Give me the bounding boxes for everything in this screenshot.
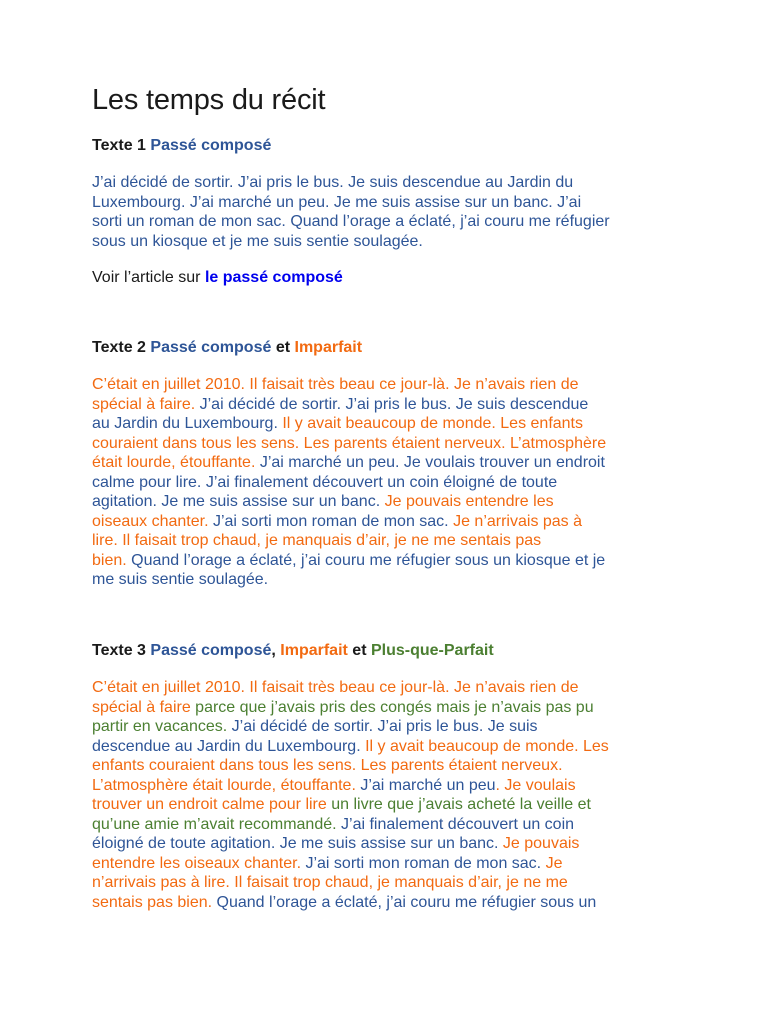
imparfait-text: entendre les oiseaux chanter.	[92, 854, 302, 872]
text-line	[92, 815, 692, 835]
imparfait-text: sentais pas bien.	[92, 893, 213, 911]
texte3-heading	[92, 642, 494, 660]
texte3-paragraph	[92, 678, 692, 912]
text-line	[92, 756, 692, 776]
text-line	[92, 698, 692, 718]
text-line	[92, 193, 692, 213]
text-line	[92, 375, 692, 395]
imparfait-text: Il y avait beaucoup de monde. Les	[360, 737, 609, 755]
imparfait-text: enfants couraient dans tous les sens. Les parents étaient nerveux.	[92, 757, 563, 774]
tense-label-passe-compose: Passé composé	[150, 339, 272, 356]
heading-conjunction: et	[352, 642, 367, 659]
text-line	[92, 776, 692, 796]
imparfait-text: Je	[545, 854, 563, 872]
text-line	[92, 414, 692, 434]
text-line	[92, 434, 692, 454]
passe-compose-text: J’ai sorti mon roman de mon sac.	[301, 854, 546, 872]
text-line	[92, 737, 692, 757]
texte1-heading	[92, 137, 271, 155]
passe-compose-text: Quand l’orage a éclaté, j’ai couru me réfugier sous un kiosque et je	[126, 551, 606, 569]
texte2-paragraph	[92, 375, 692, 590]
passe-compose-text: descendue au Jardin du Luxembourg.	[92, 737, 361, 755]
plus-que-parfait-text: partir en vacances.	[92, 718, 228, 735]
page-title: Les temps du récit	[92, 84, 326, 116]
texte2-label: Texte 2	[92, 339, 146, 356]
passe-compose-text: sous un kiosque et je me suis sentie soulagée.	[92, 232, 423, 250]
text-line	[92, 795, 692, 815]
heading-conjunction: et	[275, 339, 291, 356]
passe-compose-text: me suis sentie soulagée.	[92, 571, 269, 588]
text-line	[92, 512, 692, 532]
passe-compose-text: sorti un roman de mon sac. Quand l’orage a éclaté, j’ai couru me réfugier	[92, 213, 610, 230]
passe-compose-text: J’ai sorti mon roman de mon sac.	[208, 512, 454, 530]
plus-que-parfait-text: qu’une amie m’avait recommandé.	[92, 815, 337, 833]
text-line	[92, 531, 692, 551]
imparfait-text: couraient dans tous les sens. Les parents étaient nerveux. L’atmosphère	[92, 434, 607, 452]
voir-article-prefix: Voir l’article sur	[92, 269, 201, 286]
text-line	[92, 212, 692, 232]
imparfait-text: . Je voulais	[495, 776, 576, 794]
text-line	[92, 492, 692, 512]
imparfait-text: oiseaux chanter.	[92, 512, 209, 530]
text-line	[92, 232, 692, 252]
text-line	[92, 854, 692, 874]
imparfait-text: spécial à faire	[92, 698, 191, 716]
passe-compose-text: J’ai finalement découvert un coin	[336, 815, 575, 833]
text-line	[92, 678, 692, 698]
passe-compose-text: J’ai marché un peu	[355, 776, 496, 794]
tense-label-passe-compose: Passé composé	[150, 642, 272, 659]
texte2-heading	[92, 339, 362, 357]
texte1-label: Texte 1	[92, 137, 146, 154]
imparfait-text: Je pouvais entendre les	[380, 493, 554, 510]
passe-compose-text: éloigné de toute agitation. Je me suis assise sur un banc.	[92, 835, 499, 852]
passe-compose-text: calme pour lire. J’ai finalement découvert un coin éloigné de toute	[92, 473, 558, 491]
text-line	[92, 893, 692, 913]
passe-compose-text: Quand l’orage a éclaté, j’ai couru me réfugier sous un	[212, 893, 597, 911]
imparfait-text: trouver un endroit calme pour lire	[92, 796, 327, 813]
imparfait-text: lire. Il faisait trop chaud, je manquais d’air, je ne me sentais pas	[92, 532, 542, 549]
passe-compose-text: Luxembourg. J’ai marché un peu. Je me suis assise sur un banc. J’ai	[92, 193, 582, 211]
passe-compose-text: au Jardin du Luxembourg.	[92, 415, 278, 432]
heading-comma: ,	[271, 642, 276, 659]
passe-compose-text: J’ai décidé de sortir. J’ai pris le bus. Je suis descendue au Jardin du	[92, 174, 574, 191]
plus-que-parfait-text: un livre que j’avais acheté la veille et	[326, 796, 591, 813]
imparfait-text: C’était en juillet 2010. Il faisait très beau ce jour-là. Je n’avais rien de	[92, 376, 579, 393]
imparfait-text: C’était en juillet 2010. Il faisait très beau ce jour-là. Je n’avais rien de	[92, 679, 579, 696]
passe-compose-text: J’ai décidé de sortir. J’ai pris le bus. Je suis descendue	[195, 395, 589, 413]
text-line	[92, 395, 692, 415]
tense-label-imparfait: Imparfait	[280, 642, 348, 659]
plus-que-parfait-text: parce que j’avais pris des congés mais je n’avais pas pu	[190, 698, 594, 716]
imparfait-text: était lourde, étouffante.	[92, 454, 256, 471]
tense-label-imparfait: Imparfait	[294, 339, 363, 356]
passe-compose-text: J’ai marché un peu. Je voulais trouver un endroit	[255, 454, 605, 471]
imparfait-text: bien.	[92, 551, 127, 569]
text-line	[92, 873, 692, 893]
passe-compose-text: J’ai décidé de sortir. J’ai pris le bus. Je suis	[227, 718, 538, 735]
text-line	[92, 551, 692, 571]
text-line	[92, 473, 692, 493]
imparfait-text: Je pouvais	[498, 835, 580, 852]
passe-compose-text: agitation. Je me suis assise sur un banc.	[92, 493, 381, 510]
text-line	[92, 173, 692, 193]
passe-compose-article-link[interactable]: le passé composé	[204, 269, 343, 286]
imparfait-text: L’atmosphère était lourde, étouffante.	[92, 776, 356, 794]
imparfait-text: Il y avait beaucoup de monde. Les enfants	[277, 415, 583, 432]
texte3-label: Texte 3	[92, 642, 146, 659]
imparfait-text: Je n’arrivais pas à	[453, 512, 583, 530]
tense-label-passe-compose: Passé composé	[150, 137, 272, 154]
imparfait-text: spécial à faire.	[92, 395, 196, 413]
tense-label-plus-que-parfait: Plus-que-Parfait	[370, 642, 494, 659]
text-line	[92, 834, 692, 854]
texte1-paragraph	[92, 173, 692, 251]
imparfait-text: n’arrivais pas à lire. Il faisait trop chaud, je manquais d’air, je ne me	[92, 874, 568, 891]
voir-article-line	[92, 269, 343, 287]
text-line	[92, 717, 692, 737]
text-line	[92, 453, 692, 473]
text-line	[92, 570, 692, 590]
